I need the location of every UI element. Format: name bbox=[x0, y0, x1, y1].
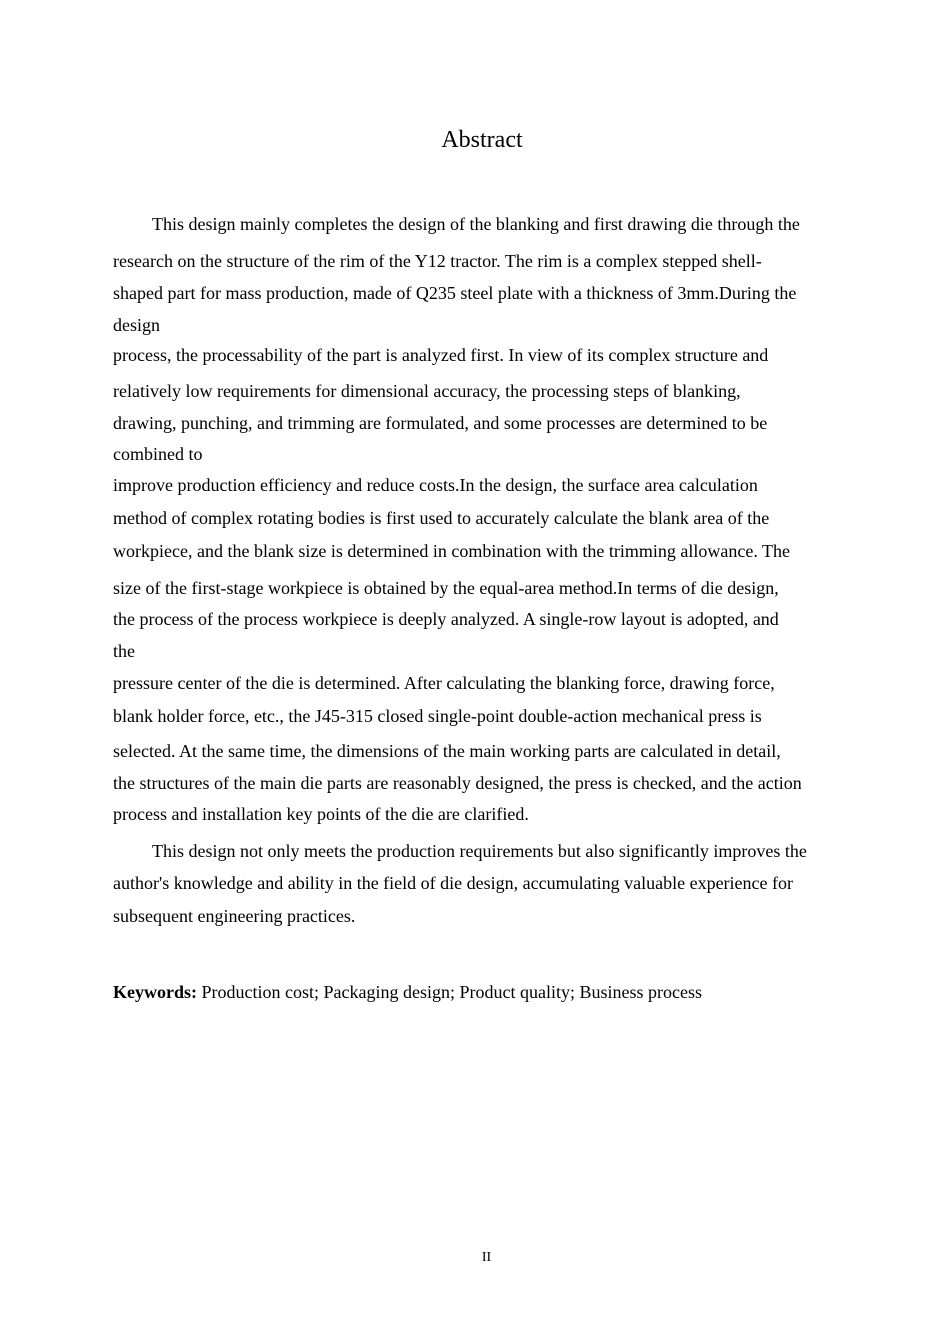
abstract-line: the process of the process workpiece is deeply analyzed. A single-row layout is adopted, and bbox=[113, 609, 779, 629]
abstract-line: combined to bbox=[113, 444, 203, 464]
abstract-line: process and installation key points of the die are clarified. bbox=[113, 804, 529, 824]
abstract-line: workpiece, and the blank size is determined in combination with the trimming allowance. The bbox=[113, 541, 790, 561]
abstract-line: method of complex rotating bodies is first used to accurately calculate the blank area of the bbox=[113, 508, 770, 528]
keywords-text: Production cost; Packaging design; Product quality; Business process bbox=[197, 982, 702, 1002]
abstract-line: pressure center of the die is determined. After calculating the blanking force, drawing force, bbox=[113, 673, 775, 693]
abstract-line: This design mainly completes the design of the blanking and first drawing die through the bbox=[152, 214, 800, 234]
abstract-line: This design not only meets the production requirements but also significantly improves the bbox=[152, 841, 807, 861]
abstract-line: shaped part for mass production, made of Q235 steel plate with a thickness of 3mm.During the bbox=[113, 283, 797, 303]
abstract-line: design bbox=[113, 315, 160, 335]
abstract-line: research on the structure of the rim of the Y12 tractor. The rim is a complex stepped shell- bbox=[113, 251, 762, 271]
abstract-line: the structures of the main die parts are reasonably designed, the press is checked, and the action bbox=[113, 773, 802, 793]
abstract-line: blank holder force, etc., the J45-315 closed single-point double-action mechanical press is bbox=[113, 706, 762, 726]
abstract-line: the bbox=[113, 641, 135, 661]
abstract-line: drawing, punching, and trimming are formulated, and some processes are determined to be bbox=[113, 413, 768, 433]
abstract-line: size of the first-stage workpiece is obtained by the equal-area method.In terms of die design, bbox=[113, 578, 779, 598]
abstract-line: improve production efficiency and reduce costs.In the design, the surface area calculation bbox=[113, 475, 758, 495]
page-number: II bbox=[481, 1250, 492, 1265]
keywords-line bbox=[113, 981, 702, 1003]
abstract-title: Abstract bbox=[441, 127, 523, 153]
abstract-line: subsequent engineering practices. bbox=[113, 906, 356, 926]
abstract-line: process, the processability of the part is analyzed first. In view of its complex structure and bbox=[113, 345, 769, 365]
abstract-line: relatively low requirements for dimensional accuracy, the processing steps of blanking, bbox=[113, 381, 741, 401]
keywords-label: Keywords: bbox=[113, 982, 197, 1002]
abstract-line: selected. At the same time, the dimensions of the main working parts are calculated in detail, bbox=[113, 741, 781, 761]
abstract-line: author's knowledge and ability in the field of die design, accumulating valuable experience for bbox=[113, 873, 794, 893]
